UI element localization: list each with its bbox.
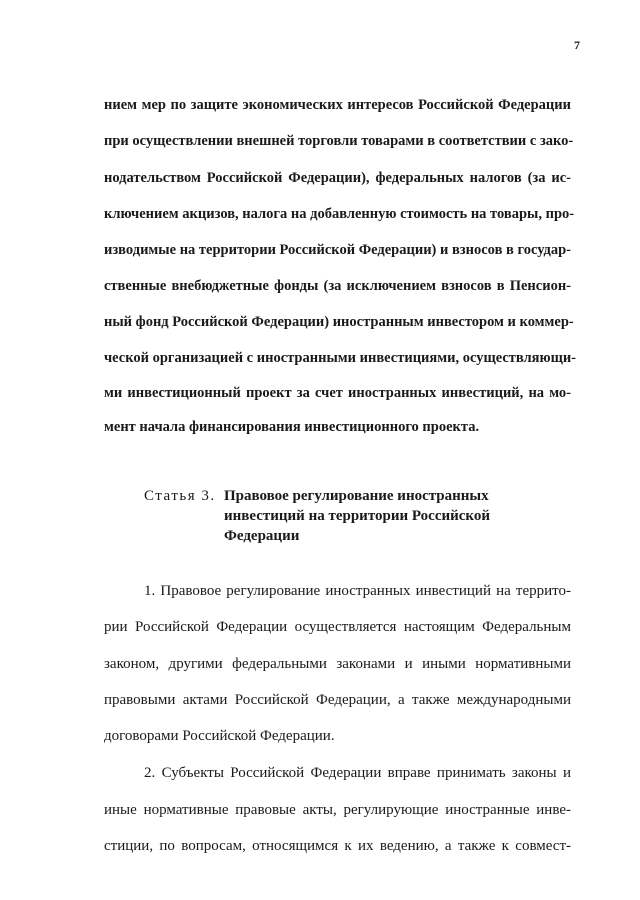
intro-line: нодательством Российской Федерации), федеральных налогов (за ис- <box>104 170 571 186</box>
intro-line: нием мер по защите экономических интересов Российской Федерации <box>104 97 571 113</box>
article-label: Статья 3. <box>144 488 216 504</box>
intro-line: ный фонд Российской Федерации) иностранным инвестором и коммер- <box>104 314 574 330</box>
intro-line: ми инвестиционный проект за счет иностранных инвестиций, на мо- <box>104 385 571 401</box>
paragraph-line: договорами Российской Федерации. <box>104 728 335 744</box>
paragraph-line: законом, другими федеральными законами и иными нормативными <box>104 656 571 672</box>
paragraph-line: правовыми актами Российской Федерации, а также международными <box>104 692 571 708</box>
intro-line: при осуществлении внешней торговли товарами в соответствии с зако- <box>104 133 574 149</box>
intro-line: ческой организацией с иностранными инвестициями, осуществляющи- <box>104 350 577 366</box>
intro-line: изводимые на территории Российской Федерации) и взносов в государ- <box>104 242 572 258</box>
paragraph-line: 1. Правовое регулирование иностранных инвестиций на террито- <box>144 583 571 599</box>
article-title-line: Правовое регулирование иностранных <box>224 488 489 504</box>
article-title-line: Федерации <box>224 528 300 544</box>
paragraph-line: стиции, по вопросам, относящимся к их ведению, а также к совмест- <box>104 838 571 854</box>
intro-line: ключением акцизов, налога на добавленную стоимость на товары, про- <box>104 206 575 222</box>
paragraph-line: рии Российской Федерации осуществляется настоящим Федеральным <box>104 619 571 635</box>
intro-line: ственные внебюджетные фонды (за исключением взносов в Пенсион- <box>104 278 571 294</box>
paragraph-line: иные нормативные правовые акты, регулирующие иностранные инве- <box>104 802 571 818</box>
intro-line: мент начала финансирования инвестиционного проекта. <box>104 419 480 435</box>
paragraph-line: 2. Субъекты Российской Федерации вправе принимать законы и <box>144 765 571 781</box>
article-title-line: инвестиций на территории Российской <box>224 508 491 524</box>
page-number: 7 <box>574 38 580 52</box>
